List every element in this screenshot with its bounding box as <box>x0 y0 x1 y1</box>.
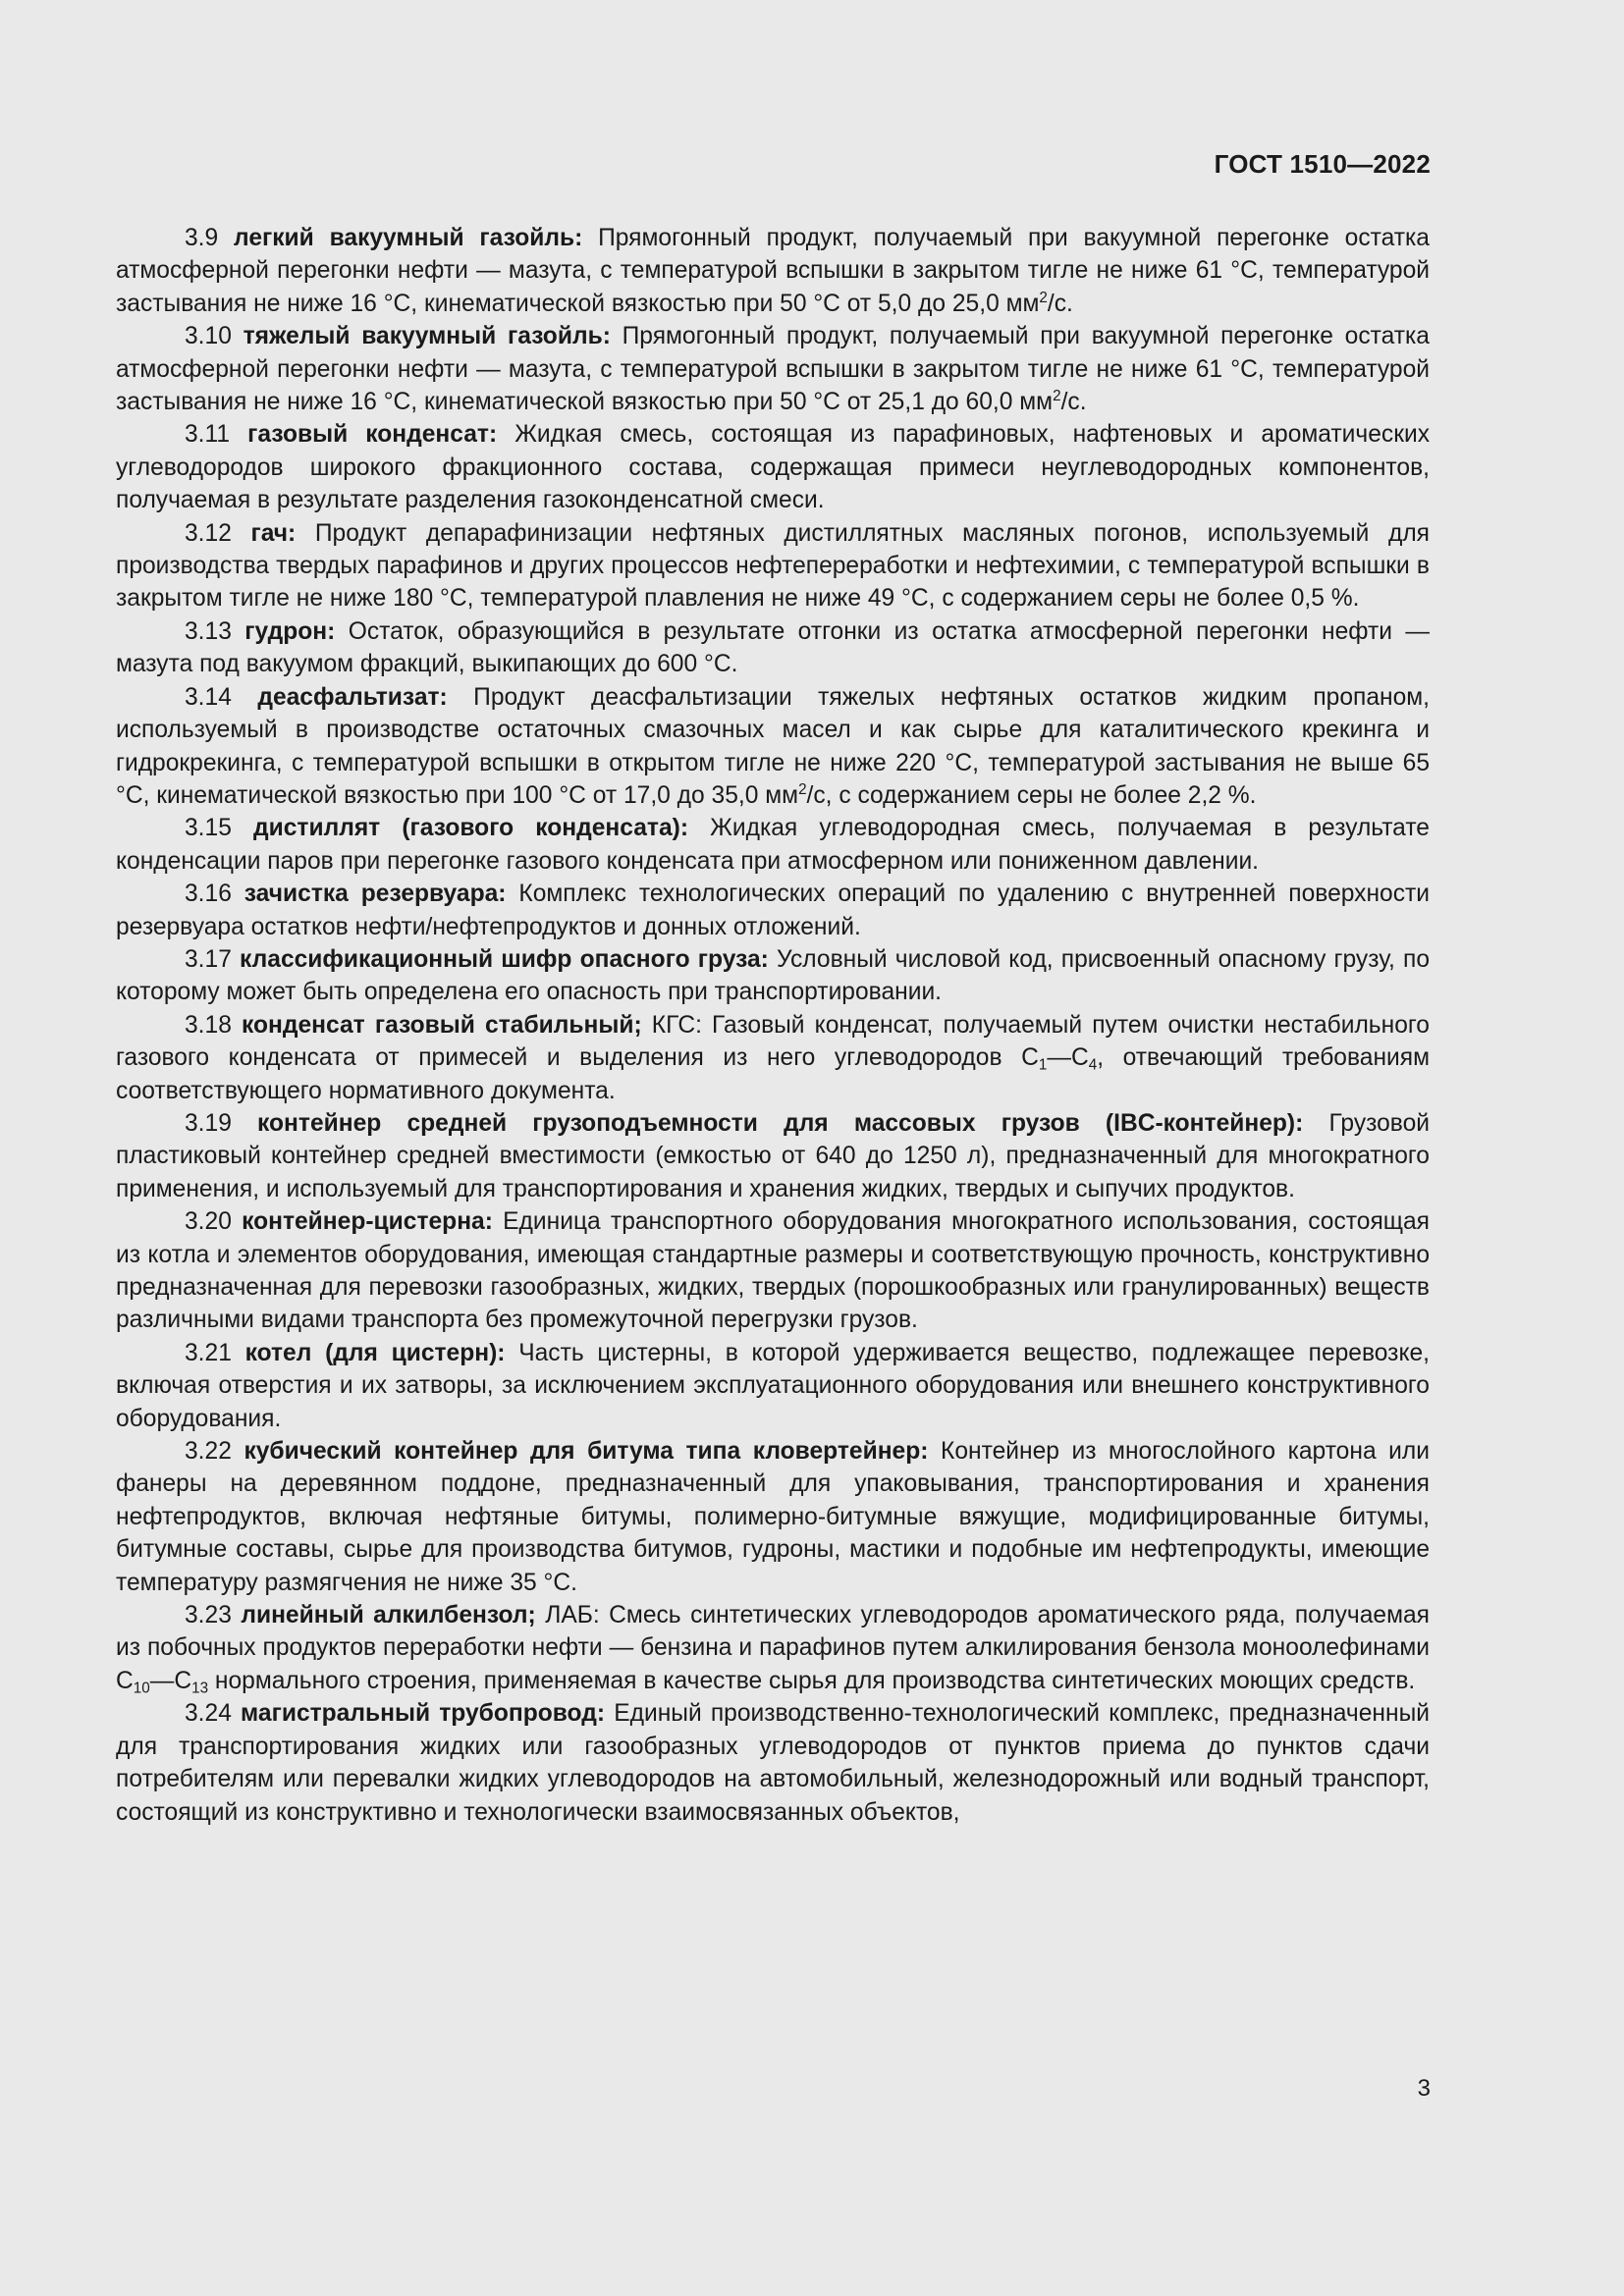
term-entry-3-23 <box>116 1599 1430 1697</box>
entry-number: 3.19 <box>185 1109 232 1137</box>
term-definition: ЛАБ: Смесь синтетических углеводородов ароматического ряда, получаемая из побочных продуктов переработки нефти — бензина и парафинов путем алкилирования бензола моноолефинами С <box>116 1602 1430 1694</box>
subscript: 4 <box>1088 1056 1098 1074</box>
term-definition: Продукт депарафинизации нефтяных дистиллятных масляных погонов, используемый для производства твердых парафинов и других процессов нефтепереработки и нефтехимии, с температурой вспышки в закрытом тигле не ниже 180 °С, температурой плавления не ниже 49 °С, с содержанием серы не более 0,5 %. <box>116 519 1430 613</box>
term-definition-tail: /с. <box>1047 290 1073 317</box>
entry-number: 3.12 <box>185 519 232 547</box>
term-name: конденсат газовый стабильный; <box>242 1011 642 1039</box>
term-entry-3-22 <box>116 1435 1430 1599</box>
term-name: котел (для цистерн): <box>244 1339 506 1366</box>
term-name: зачистка резервуара: <box>244 881 507 908</box>
entry-number: 3.10 <box>185 323 232 350</box>
term-entry-3-19 <box>116 1107 1430 1205</box>
term-name: тяжелый вакуумный газойль: <box>243 323 611 350</box>
term-entry-3-18 <box>116 1009 1430 1107</box>
term-name: легкий вакуумный газойль: <box>234 225 583 251</box>
entry-number: 3.9 <box>185 225 219 251</box>
term-definition: Жидкая углеводородная смесь, получаемая в результате конденсации паров при перегонке газового конденсата при атмосферном или пониженном давлении. <box>116 815 1430 875</box>
subscript: 1 <box>1038 1056 1048 1074</box>
term-definition: Условный числовой код, присвоенный опасному грузу, по которому может быть определена его опасность при транспортировании. <box>116 945 1430 1006</box>
term-definition-tail: /с. <box>1060 389 1087 416</box>
term-entry-3-16 <box>116 878 1430 943</box>
term-name: дистиллят (газового конденсата): <box>253 815 689 842</box>
terms-section <box>116 222 1430 1829</box>
entry-number: 3.24 <box>185 1700 232 1728</box>
term-entry-3-15 <box>116 812 1430 878</box>
term-definition: Прямогонный продукт, получаемый при вакуумной перегонке остатка атмосферной перегонки нефти — мазута, с температурой вспышки в закрытом тигле не ниже 61 °С, температурой застывания не ниже 16 °С, кинематической вязкостью при 50 °С от 25,1 до 60,0 мм <box>116 323 1430 416</box>
term-definition: Комплекс технологических операций по удалению с внутренней поверхности резервуара остатков нефти/нефтепродуктов и донных отложений. <box>116 881 1430 940</box>
superscript: 2 <box>1039 289 1048 306</box>
entry-number: 3.22 <box>185 1438 232 1466</box>
page-number: 3 <box>1417 2075 1431 2102</box>
entry-number: 3.18 <box>185 1011 232 1039</box>
term-name: гач: <box>250 519 297 547</box>
term-name: газовый конденсат: <box>247 421 498 449</box>
term-definition: Прямогонный продукт, получаемый при вакуумной перегонке остатка атмосферной перегонки нефти — мазута, с температурой вспышки в закрытом тигле не ниже 61 °С, температурой застывания не ниже 16 °С, кинематической вязкостью при 50 °С от 5,0 до 25,0 мм <box>116 225 1430 317</box>
term-entry-3-24 <box>116 1697 1430 1829</box>
term-definition-mid: —С <box>1047 1044 1089 1072</box>
term-definition: Единица транспортного оборудования многократного использования, состоящая из котла и элементов оборудования, имеющая стандартные размеры и соответствующую прочность, конструктивно предназначенная для перевозки газообразных, жидких, твердых (порошкообразных или гранулированных) веществ различными видами транспорта без промежуточной перегрузки грузов. <box>116 1208 1430 1334</box>
term-name: линейный алкилбензол; <box>241 1602 536 1629</box>
term-definition-mid: —С <box>149 1667 192 1694</box>
term-definition-tail: нормального строения, применяемая в качестве сырья для производства синтетических моющих средств. <box>208 1667 1416 1694</box>
term-definition: Жидкая смесь, состоящая из парафиновых, нафтеновых и ароматических углеводородов широкого фракционного состава, содержащая примеси неуглеводородных компонентов, получаемая в результате разделения газоконденсатной смеси. <box>116 421 1431 514</box>
term-entry-3-13 <box>116 615 1430 681</box>
term-name: магистральный трубопровод: <box>241 1700 606 1728</box>
term-name: контейнер средней грузоподъемности для массовых грузов (IBC-контейнер): <box>257 1109 1304 1137</box>
subscript: 10 <box>133 1680 150 1697</box>
term-definition: Часть цистерны, в которой удерживается вещество, подлежащее перевозке, включая отверстия и их затворы, за исключением эксплуатационного оборудования или внешнего конструктивного оборудования. <box>116 1339 1430 1432</box>
term-name: деасфальтизат: <box>257 683 448 711</box>
superscript: 2 <box>798 780 807 798</box>
term-definition-tail: , отвечающий требованиям соответствующего нормативного документа. <box>116 1044 1430 1104</box>
entry-number: 3.20 <box>185 1208 232 1236</box>
term-entry-3-20 <box>116 1205 1430 1337</box>
term-definition: Продукт деасфальтизации тяжелых нефтяных остатков жидким пропаном, используемый в производстве остаточных смазочных масел и как сырье для каталитического крекинга и гидрокрекинга, с температурой вспышки в открытом тигле не ниже 220 °С, температурой застывания не выше 65 °С, кинематической вязкостью при 100 °С от 17,0 до 35,0 мм <box>116 683 1431 809</box>
term-definition: Единый производственно-технологический комплекс, предназначенный для транспортирования жидких или газообразных углеводородов от пунктов приема до пунктов сдачи потребителям или перевалки жидких углеводородов на автомобильный, железнодорожный или водный транспорт, состоящий из конструктивно и технологически взаимосвязанных объектов, <box>116 1700 1430 1826</box>
entry-number: 3.16 <box>185 881 232 908</box>
term-name: контейнер-цистерна: <box>242 1208 493 1236</box>
term-entry-3-14 <box>116 681 1430 813</box>
entry-number: 3.21 <box>185 1339 232 1366</box>
document-code-header: ГОСТ 1510—2022 <box>1214 149 1431 179</box>
term-entry-3-10 <box>116 320 1430 418</box>
entry-number: 3.14 <box>185 683 232 711</box>
term-definition-tail: /с, с содержанием серы не более 2,2 %. <box>806 781 1257 809</box>
term-entry-3-17 <box>116 943 1430 1009</box>
term-definition: Остаток, образующийся в результате отгонки из остатка атмосферной перегонки нефти — мазута под вакуумом фракций, выкипающих до 600 °С. <box>116 617 1430 678</box>
term-name: гудрон: <box>244 617 336 645</box>
subscript: 13 <box>191 1680 209 1697</box>
term-name: кубический контейнер для битума типа кловертейнер: <box>244 1438 929 1466</box>
term-entry-3-21 <box>116 1337 1430 1435</box>
term-entry-3-12 <box>116 517 1430 615</box>
entry-number: 3.17 <box>185 945 232 973</box>
superscript: 2 <box>1053 387 1061 404</box>
term-definition: КГС: Газовый конденсат, получаемый путем очистки нестабильного газового конденсата от примесей и выделения из него углеводородов С <box>116 1011 1430 1072</box>
entry-number: 3.23 <box>185 1602 232 1629</box>
term-entry-3-9 <box>116 222 1430 320</box>
entry-number: 3.13 <box>185 617 232 645</box>
term-definition: Грузовой пластиковый контейнер средней вместимости (емкостью от 640 до 1250 л), предназначенный для многократного применения, и используемый для транспортирования и хранения жидких, твердых и сыпучих продуктов. <box>116 1109 1430 1202</box>
term-name: классификационный шифр опасного груза: <box>240 945 769 973</box>
term-entry-3-11 <box>116 418 1430 516</box>
term-definition: Контейнер из многослойного картона или фанеры на деревянном поддоне, предназначенный для упаковывания, транспортирования и хранения нефтепродуктов, включая нефтяные битумы, полимерно-битумные вяжущие, модифицированные битумы, битумные составы, сырье для производства битумов, гудроны, мастики и подобные им нефтепродукты, имеющие температуру размягчения не ниже 35 °С. <box>116 1438 1430 1596</box>
entry-number: 3.15 <box>185 815 232 842</box>
entry-number: 3.11 <box>185 421 231 449</box>
